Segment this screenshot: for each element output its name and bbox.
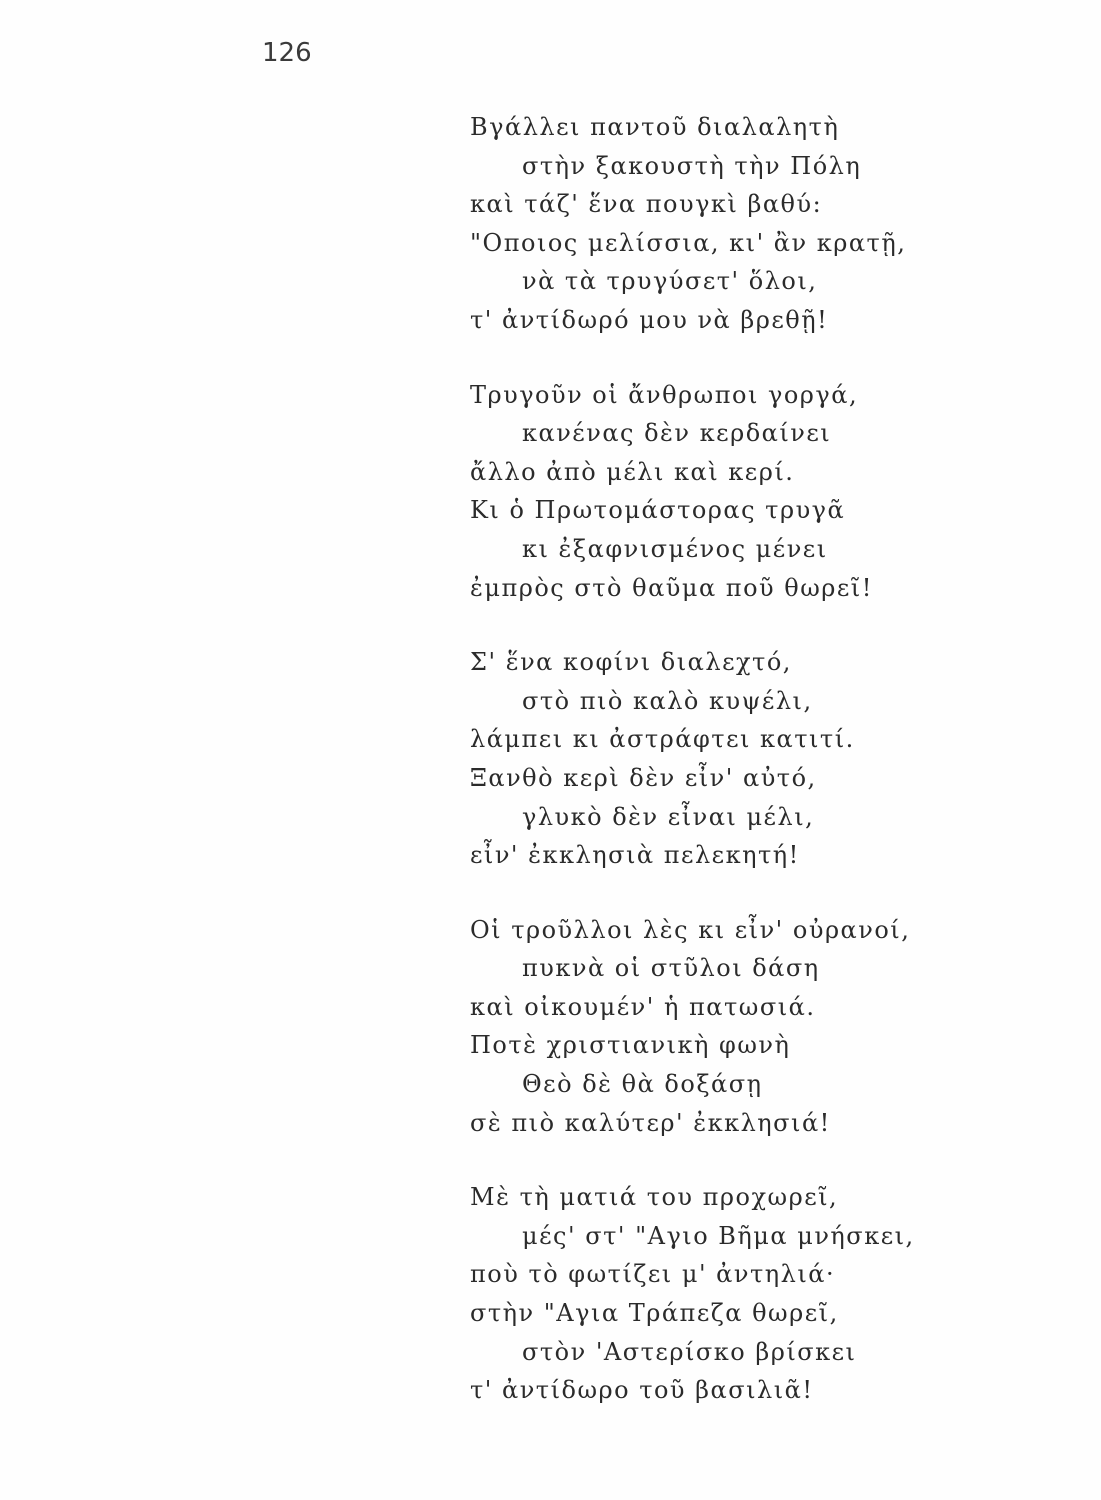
poem-line: Σ' ἕνα κοφίνι διαλεχτό, bbox=[470, 648, 792, 677]
stanza bbox=[470, 108, 1070, 340]
poem-line: γλυκὸ δὲν εἶναι μέλι, bbox=[522, 802, 815, 831]
stanza bbox=[470, 376, 1070, 608]
poem-line: λάμπει κι ἀστράφτει κατιτί. bbox=[470, 725, 855, 754]
poem-line: ποὺ τὸ φωτίζει μ' ἀντηλιά· bbox=[470, 1260, 836, 1289]
poem-line: σὲ πιὸ καλύτερ' ἐκκλησιά! bbox=[470, 1108, 831, 1137]
poem bbox=[470, 108, 1070, 1446]
stanza bbox=[470, 643, 1070, 875]
page-number: 126 bbox=[262, 38, 312, 68]
poem-line: Μὲ τὴ ματιά του προχωρεῖ, bbox=[470, 1183, 839, 1212]
poem-line: τ' ἀντίδωρό μου νὰ βρεθῇ! bbox=[470, 305, 829, 334]
poem-line: πυκνὰ οἱ στῦλοι δάση bbox=[522, 954, 820, 983]
poem-line: κι ἐξαφνισμένος μένει bbox=[522, 534, 828, 563]
poem-line: καὶ τάζ' ἕνα πουγκὶ βαθύ: bbox=[470, 190, 823, 219]
poem-line: στὴν ξακουστὴ τὴν Πόλη bbox=[522, 151, 862, 180]
poem-line: στὸν 'Αστερίσκο βρίσκει bbox=[522, 1337, 857, 1366]
poem-line: τ' ἀντίδωρο τοῦ βασιλιᾶ! bbox=[470, 1376, 814, 1405]
poem-line: Θεὸ δὲ θὰ δοξάσῃ bbox=[522, 1070, 763, 1099]
stanza bbox=[470, 1178, 1070, 1410]
poem-line: κανένας δὲν κερδαίνει bbox=[522, 419, 832, 448]
poem-line: στὸ πιὸ καλὸ κυψέλι, bbox=[522, 686, 813, 715]
poem-line: νὰ τὰ τρυγύσετ' ὅλοι, bbox=[522, 267, 818, 296]
poem-line: Βγάλλει παντοῦ διαλαλητὴ bbox=[470, 113, 840, 141]
poem-line: Οἱ τροῦλλοι λὲς κι εἶν' οὐρανοί, bbox=[470, 915, 911, 944]
stanza bbox=[470, 911, 1070, 1143]
poem-line: Τρυγοῦν οἱ ἄνθρωποι γοργά, bbox=[470, 380, 859, 409]
poem-line: ἄλλο ἀπὸ μέλι καὶ κερί. bbox=[470, 457, 795, 486]
poem-line: Ξανθὸ κερὶ δὲν εἶν' αὐτό, bbox=[470, 763, 817, 792]
poem-line: καὶ οἰκουμέν' ἡ πατωσιά. bbox=[470, 992, 816, 1021]
poem-line: εἶν' ἐκκλησιὰ πελεκητή! bbox=[470, 841, 800, 870]
poem-line: Ποτὲ χριστιανικὴ φωνὴ bbox=[470, 1031, 791, 1060]
poem-line: Κι ὁ Πρωτομάστορας τρυγᾶ bbox=[470, 496, 846, 525]
poem-line: μές' στ' "Αγιο Βῆμα μνήσκει, bbox=[522, 1221, 915, 1250]
poem-line: ἐμπρὸς στὸ θαῦμα ποῦ θωρεῖ! bbox=[470, 573, 873, 602]
poem-line: στὴν "Αγια Τράπεζα θωρεῖ, bbox=[470, 1299, 839, 1328]
poem-line: "Οποιος μελίσσια, κι' ἂν κρατῇ, bbox=[470, 228, 907, 257]
